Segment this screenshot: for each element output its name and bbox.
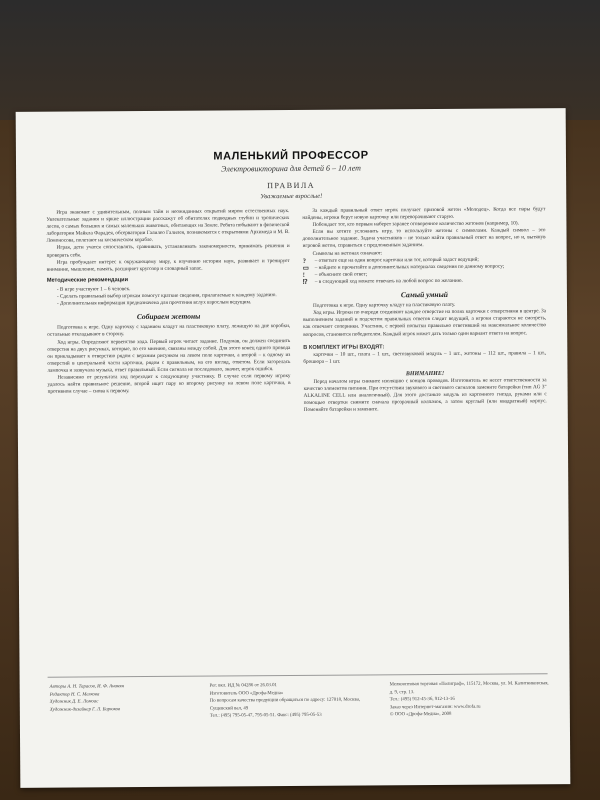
paragraph: - В игре участвуют 1 – 6 человек. bbox=[56, 286, 131, 293]
rules-heading: ПРАВИЛА bbox=[267, 180, 316, 191]
footer-divider bbox=[48, 673, 548, 677]
page-title: МАЛЕНЬКИЙ ПРОФЕССОР bbox=[213, 149, 369, 163]
paragraph: - Сделать правильный выбор игрокам помогут краткие сведения, прилагаемые к каждому заданию. bbox=[56, 292, 277, 300]
paragraph: - Дополнительная информация предназначена для прочтения вслух взрослым ведущим. bbox=[56, 299, 252, 307]
page-subtitle: Электровикторина для детей 6 – 10 лет bbox=[221, 163, 361, 174]
left-column bbox=[46, 208, 290, 396]
symbol-row: ▭ – найдите и прочитайте в дополнительных материалах сведения по данному вопросу; bbox=[302, 263, 505, 272]
paragraph: Символы на жетонах означают: bbox=[312, 249, 383, 257]
paragraph: Независимо от результата ход переходит к следующему участнику. В случае если первому игроку удалось найти правильное решение, второй ищет пару ко второму рисунку на левом поле карточки, в противном случае – снова к первому. bbox=[47, 372, 291, 395]
section-heading-smartest: Самый умный bbox=[400, 289, 448, 300]
paragraph: Перед началом игры снимите изоляцию с концов проводов. Изготовитель не несет ответственности за качество элементов питания. При отсутствии звукового и светового сигналов замените батарейки (тип AG 3" ALKALINE CELL или аналогичный). Для этого достаньте модуль из картонного гнезда, руками или с помощью отвертки снимите сначала прозрачный колпачок, а затем круглый (или квадратный) корпус. Поменяйте батарейки и замените. bbox=[303, 377, 547, 414]
symbol-row: ⁉ – в следующий ход можете отвечать на любой вопрос по желанию. bbox=[302, 277, 463, 286]
book-icon: ▭ bbox=[302, 264, 309, 272]
paragraph: Играя, дети учатся сопоставлять, сравнивать, устанавливать закономерности, принимать решения и проверять себя. bbox=[46, 243, 290, 259]
symbol-row: ? – ответьте еще на один вопрос карточки или тот, который задаст ведущий; bbox=[302, 256, 479, 265]
paragraph: Ход игры. Игроки по очереди соединяют каждое отверстие на полях карточки с отверстиями в центре. За выполнением заданий и подсчетом правильных ответов следит ведущий, а игроки стараются не смотреть, как отвечают соперники. Участник, с первой попытки правильно ответивший на максимальное количество вопросов, становится победителем. Каждый игрок может дать только один вариант ответа на вопрос. bbox=[303, 308, 547, 338]
arrow-icon: ⁉ bbox=[302, 278, 308, 286]
paragraph: Ход игры. Определяют первенство хода. Первый игрок читает задание. Подумав, он должен соединить отверстия на двух рисунках, которые, по его мнению, связаны между собой. Для этого конец одного провода он прикладывает к отверстию рядом с верхним рисунком на левом поле карточки, а второй – к одному из отверстий в центральной части карточки, рядом с правильным, на его взгляд, ответом. Если загорелась лампочка и зазвучала музыка, ответ правильный. Если сигнала не последовало, значит, игрок ошибся. bbox=[47, 337, 291, 374]
right-column bbox=[302, 206, 546, 414]
footer-publisher: Рег. вкл. ИД № 04286 от 26.03.01 Изготовитель ООО «Дрофа-Медиа» По вопросам качества продукции обращаться по адресу: 127018, Москва, Сущевский вал, 49 Тел.: (495) 795-05-47, 795-05-51. Факс: (495) 795-05-53 bbox=[209, 683, 361, 719]
instruction-sheet bbox=[16, 108, 571, 788]
paragraph: Игра пробуждает интерес к окружающему миру, к изучению истории наук, развивает и тренирует внимание, мышление, память, расширяет кругозор и словарный запас. bbox=[46, 257, 290, 273]
paragraph: За каждый правильный ответ игрок получает призовой жетон «Молодец». Когда все пары будут найдены, игроки берут новую карточку или переворачивают старую. bbox=[302, 206, 546, 222]
paragraph: Если вы хотите усложнить игру, то используйте жетоны с символами. Каждый символ – это дополнительное задание. Задача участников – не только найти правильный ответ на вопрос, но и, вытянув игровой жетон, справиться с предложенным заданием. bbox=[302, 227, 546, 250]
exclamation-icon: ! bbox=[302, 271, 305, 279]
paragraph: Побеждает тот, кто первым наберет заранее оговоренное количество жетонов (например, 10). bbox=[312, 220, 519, 229]
kit-heading: В КОМПЛЕКТ ИГРЫ ВХОДЯТ: bbox=[303, 343, 385, 351]
footer-distribution: Мелкооптовая торговая «Полиграф», 115172, Москва, ул. М. Калитниковская, д. 9, стр. 13. Тел.: (495) 912-45-36, 912-13-16 Заказ через Интернет-магазин: www.drofa.ru © ООО «Дрофа-Медиа», 2008 bbox=[389, 681, 549, 718]
paragraph: карточки – 10 шт., плата – 1 шт., светозвуковой модуль – 1 шт., жетоны – 112 шт., правила – 1 шт., брошюра – 1 шт. bbox=[303, 349, 547, 365]
method-heading: Методические рекомендации bbox=[46, 276, 129, 284]
greeting: Уважаемые взрослые! bbox=[260, 192, 323, 201]
section-heading-tokens: Собираем жетоны bbox=[136, 311, 201, 322]
wall-background bbox=[0, 0, 600, 120]
question-icon: ? bbox=[302, 257, 306, 265]
symbol-row: ! – объясните свой ответ; bbox=[302, 271, 368, 279]
footer-credits: Авторы А. Н. Тарасов, И. Ф. Ананян Редактор Н. С. Мелкова Художник Д. Е. Ломоас Художник-дизайнер Г. Л. Бирюков bbox=[49, 684, 124, 713]
warning-heading: ВНИМАНИЕ! bbox=[405, 370, 445, 378]
paragraph: Подготовка к игре. Одну карточку кладут на пластиковую плату. bbox=[312, 301, 456, 309]
paragraph: Подготовка к игре. Одну карточку с заданием кладут на пластиковую плату, лежащую на дне коробки, остальные откладывают в сторону. bbox=[47, 323, 291, 339]
sheet-header bbox=[16, 148, 566, 202]
paragraph: Игра знакомит с удивительным, полным тайн и неожиданных открытий миром естественных наук. Увлекательные задания и яркие иллюстрации расскажут об обитателях подводных глубин и тропических лесов, о самых больших и самых маленьких животных, обитающих на Земле. Ребята побывают в физической лаборатории Майкла Фарадея, обсерватории Галилео Галилея, познакомятся с открытиями Архимеда и М. В. Ломоносова, полетают на космическом корабле. bbox=[46, 208, 290, 245]
